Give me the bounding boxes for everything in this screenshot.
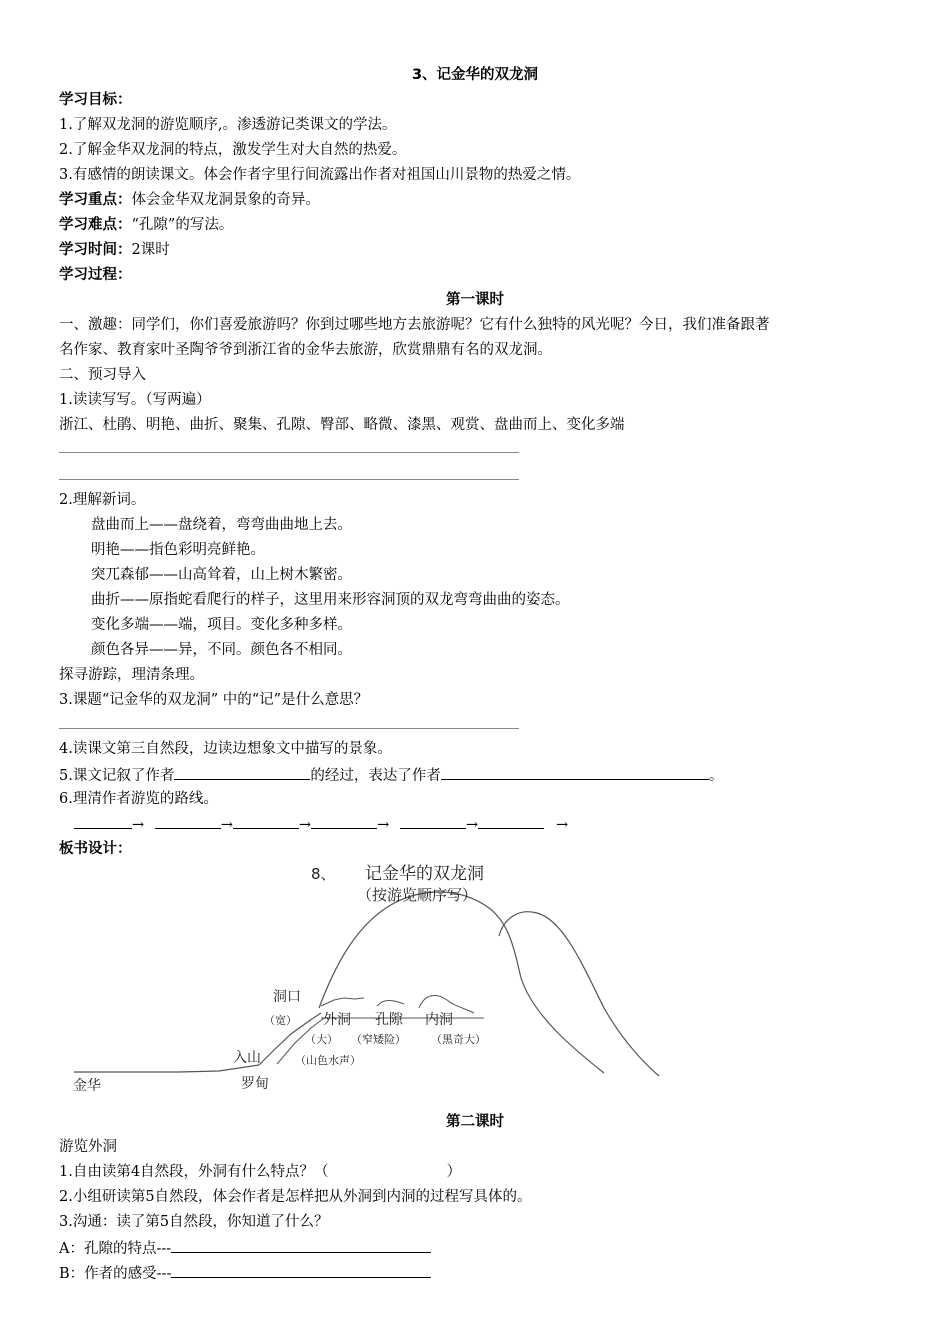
label-zhai: （窄矮险）: [351, 1033, 406, 1046]
definition-item: 变化多端——端，项目。变化多种多样。: [91, 617, 352, 633]
question-5-part-a: 5.课文记叙了作者: [59, 768, 175, 784]
road-line: [74, 1065, 259, 1072]
label-neidong: 内洞: [425, 1012, 453, 1028]
diagram-title: 记金华的双龙洞: [365, 864, 484, 884]
difficulty-text: “孔隙”的写法。: [131, 217, 234, 233]
route-blank[interactable]: [478, 814, 544, 829]
route-row: [74, 814, 568, 834]
route-arrow: →: [220, 817, 233, 833]
lesson2-question-3: 3.沟通：读了第5自然段，你知道了什么？: [59, 1214, 329, 1230]
label-kongxi: 孔隙: [375, 1012, 403, 1028]
board-heading: 板书设计：: [59, 841, 132, 857]
question-6: 6.理清作者游览的路线。: [59, 791, 218, 807]
blank-experience[interactable]: [174, 765, 310, 780]
label-hei: （黑奇大）: [431, 1033, 486, 1046]
answer-line: [59, 452, 519, 453]
label-dongkou: 洞口: [273, 989, 301, 1005]
label-jinhua: 金华: [73, 1078, 101, 1094]
objective-item: 3.有感情的朗读课文。体会作者字里行间流露出作者对祖国山川景物的热爱之情。: [59, 167, 581, 183]
answer-a-label: A：孔隙的特点---: [59, 1241, 172, 1257]
answer-b-blank[interactable]: [171, 1263, 431, 1278]
objective-item: 1.了解双龙洞的游览顺序,。渗透游记类课文的学法。: [59, 117, 397, 133]
route-arrow: →: [556, 817, 569, 833]
route-blank[interactable]: [400, 814, 466, 829]
route-arrow: →: [465, 817, 478, 833]
question-4: 4.读课文第三自然段，边读边想象文中描写的景象。: [59, 741, 392, 757]
lesson2-question-1: [59, 1163, 461, 1181]
route-arrow: →: [377, 817, 390, 833]
answer-a-blank[interactable]: [171, 1238, 431, 1253]
key-point-line: [59, 191, 320, 209]
lesson2-heading: 第二课时: [446, 1114, 504, 1130]
label-da: （大）: [305, 1033, 338, 1046]
page-title: 3、记金华的双龙洞: [411, 67, 539, 83]
definition-item: 盘曲而上——盘绕着，弯弯曲曲地上去。: [91, 517, 352, 533]
blank-feeling[interactable]: [441, 765, 709, 780]
objective-item: 2.了解金华双龙洞的特点，激发学生对大自然的热爱。: [59, 142, 407, 158]
label-shanse: （山色水声）: [295, 1054, 361, 1067]
question-3: 3.课题“记金华的双龙洞” 中的“记”是什么意思？: [59, 692, 369, 708]
time-text: 2课时: [131, 242, 170, 258]
lesson2-question-1-end: ）: [446, 1164, 462, 1180]
route-arrow: →: [132, 817, 145, 833]
difficulty-line: [59, 216, 233, 234]
objectives-heading: 学习目标：: [59, 92, 132, 108]
intro-line-1: 一、激趣：同学们，你们喜爱旅游吗？你到过哪些地方去旅游呢？它有什么独特的风光呢？今日，我们准备跟著: [59, 317, 770, 333]
word-list: 浙江、杜鹃、明艳、曲折、聚集、孔隙、臀部、略微、漆黑、观赏、盘曲而上、变化多端: [59, 417, 625, 433]
route-arrow: →: [298, 817, 312, 833]
board-diagram: [59, 858, 679, 1098]
cave-gap-top: [377, 1001, 404, 1007]
lesson1-heading: 第一课时: [446, 292, 504, 308]
cave-inner-top: [419, 995, 474, 1013]
question-5: [59, 765, 723, 785]
answer-line: [59, 479, 519, 480]
preview-heading: 二、预习导入: [59, 367, 146, 383]
definition-item: 曲折——原指蛇看爬行的样子，这里用来形容洞顶的双龙弯弯曲曲的姿态。: [91, 592, 570, 608]
cave-outer-top: [321, 998, 364, 1006]
lesson2-subheading: 游览外洞: [59, 1139, 117, 1155]
answer-b-label: B：作者的感受---: [59, 1266, 172, 1282]
lesson2-question-2: 2.小组研读第5自然段，体会作者是怎样把从外洞到内洞的过程写具体的。: [59, 1189, 532, 1205]
difficulty-label: 学习难点：: [59, 217, 132, 233]
definition-item: 突兀森郁——山高耸着，山上树木繁密。: [91, 567, 352, 583]
definition-item: 颜色各异——异，不同。颜色各不相同。: [91, 642, 352, 658]
diagram-subtitle: （按游览顺序写）: [357, 886, 478, 904]
mountain-outline-right: [499, 912, 659, 1076]
answer-a: [59, 1238, 431, 1258]
key-point-label: 学习重点：: [59, 192, 132, 208]
label-waidong: 外洞: [323, 1012, 351, 1028]
key-point-text: 体会金华双龙洞景象的奇异。: [131, 192, 320, 208]
question-1: 1.读读写写。（写两遍）: [59, 392, 211, 408]
answer-b: [59, 1263, 431, 1283]
question-5-end: 。: [708, 768, 724, 784]
label-kuan: （宽）: [264, 1014, 297, 1027]
route-blank[interactable]: [74, 814, 132, 829]
process-heading: 学习过程：: [59, 267, 132, 283]
question-5-part-b: 的经过，表达了作者: [310, 768, 441, 784]
label-luodian: 罗甸: [241, 1076, 269, 1092]
route-blank[interactable]: [311, 814, 377, 829]
lesson2-question-1-text: 1.自由读第4自然段，外洞有什么特点？（: [59, 1164, 329, 1180]
time-label: 学习时间：: [59, 242, 132, 258]
explore-heading: 探寻游踪，理清条理。: [59, 667, 204, 683]
label-rushan: 入山: [233, 1050, 261, 1066]
question-2: 2.理解新词。: [59, 492, 146, 508]
definition-item: 明艳——指色彩明亮鲜艳。: [91, 542, 265, 558]
intro-line-2: 名作家、教育家叶圣陶爷爷到浙江省的金华去旅游，欣赏鼎鼎有名的双龙洞。: [59, 342, 552, 358]
diagram-number: 8、: [311, 865, 336, 883]
route-blank[interactable]: [233, 814, 299, 829]
route-blank[interactable]: [155, 814, 221, 829]
answer-line: [59, 728, 519, 729]
time-line: [59, 241, 170, 259]
